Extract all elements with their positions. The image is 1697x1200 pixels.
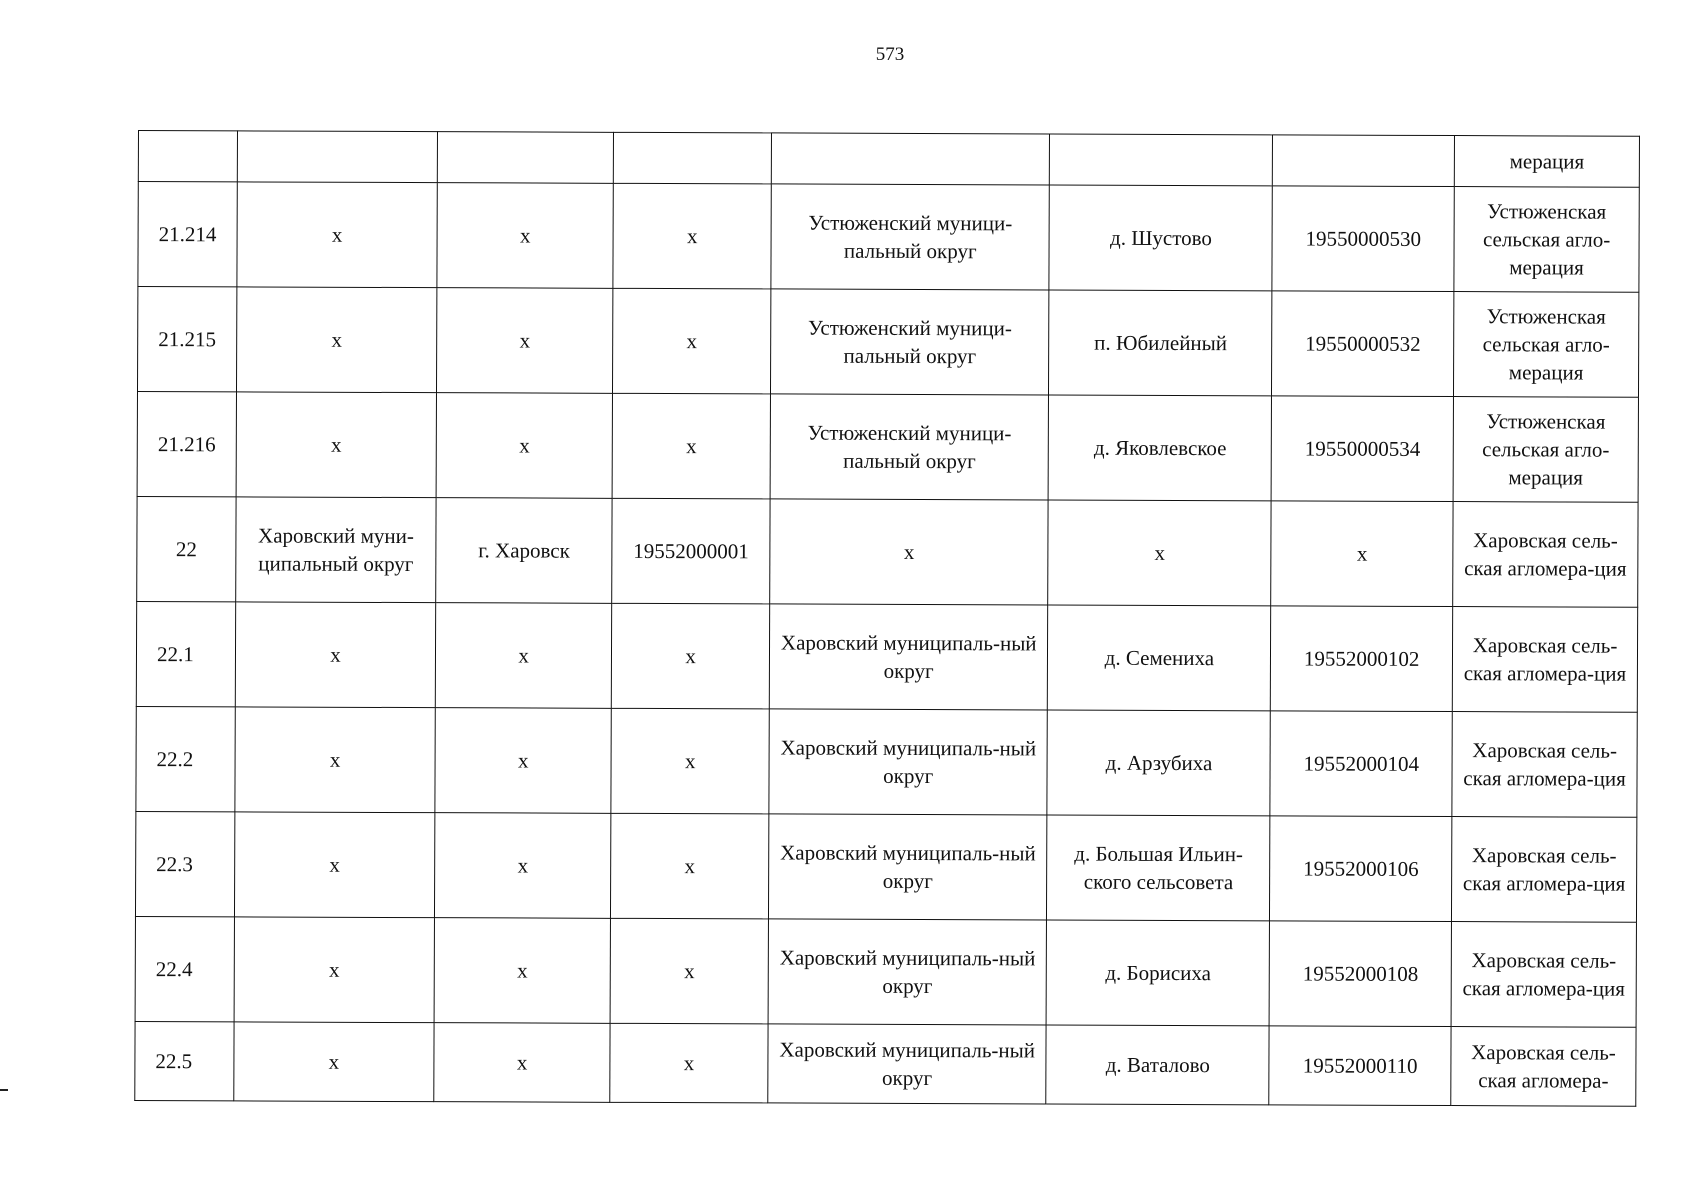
cell-oktmo: 19550000534 bbox=[1271, 396, 1453, 502]
table-cell bbox=[1050, 134, 1273, 186]
cell-oktmo-center: х bbox=[611, 708, 769, 814]
cell-oktmo-center: 19552000001 bbox=[612, 498, 770, 604]
margin-mark bbox=[0, 1089, 8, 1091]
row-number: 22.5 bbox=[135, 1021, 234, 1100]
cell-oktmo: 19552000108 bbox=[1269, 921, 1451, 1027]
cell-oktmo-center: х bbox=[613, 183, 771, 289]
cell-center: х bbox=[435, 813, 612, 919]
cell-agglomeration: Харовская сель-ская агломера-ция bbox=[1451, 922, 1636, 1028]
table-cell bbox=[237, 131, 437, 183]
cell-agglomeration: Харовская сель-ская агломера-ция bbox=[1453, 502, 1638, 608]
cell-agglomeration: Харовская сель-ская агломера-ция bbox=[1452, 607, 1637, 713]
table-cell bbox=[1273, 135, 1455, 187]
table-row bbox=[135, 1021, 1636, 1106]
cell-oktmo: х bbox=[1271, 501, 1453, 607]
cell-settlement: д. Арзубиха bbox=[1047, 710, 1270, 816]
cell-district: х bbox=[234, 812, 435, 918]
cell-settlement: х bbox=[1048, 500, 1271, 606]
cell-oktmo: 19550000532 bbox=[1272, 291, 1454, 397]
table-row bbox=[137, 392, 1638, 503]
cell-center: х bbox=[437, 183, 614, 289]
cell-district: х bbox=[235, 707, 436, 813]
cell-municipality: Устюженский муници-пальный округ bbox=[771, 184, 1050, 290]
cell-agglomeration: Устюженская сельская агло-мерация bbox=[1454, 292, 1639, 398]
cell-district: х bbox=[236, 392, 437, 498]
table-row-continuation bbox=[138, 131, 1639, 188]
settlements-table bbox=[134, 130, 1640, 1107]
cell-agglomeration: Харовская сель-ская агломера-ция bbox=[1452, 712, 1637, 818]
table-row bbox=[135, 811, 1636, 922]
cell-oktmo-center: х bbox=[612, 603, 770, 709]
cell-oktmo: 19552000106 bbox=[1270, 816, 1452, 922]
table-cell bbox=[771, 133, 1050, 185]
cell-municipality: Харовский муниципаль-ный округ bbox=[768, 814, 1047, 920]
table-row bbox=[137, 496, 1638, 607]
cell-municipality: Харовский муниципаль-ный округ bbox=[769, 709, 1048, 815]
table-cell bbox=[437, 132, 613, 184]
table-row bbox=[138, 182, 1639, 293]
cell-settlement: д. Семениха bbox=[1048, 605, 1271, 711]
cell-district: х bbox=[237, 182, 438, 288]
row-number: 22.4 bbox=[135, 916, 234, 1021]
cell-settlement: д. Шустово bbox=[1049, 185, 1272, 291]
cell-municipality: Харовский муниципаль-ный округ bbox=[768, 1024, 1047, 1104]
cell-oktmo: 19550000530 bbox=[1272, 186, 1454, 292]
cell-municipality: Харовский муниципаль-ный округ bbox=[768, 919, 1047, 1025]
cell-center: х bbox=[434, 918, 611, 1024]
cell-agglomeration: Харовская сель-ская агломера-ция bbox=[1452, 817, 1637, 923]
table-cell bbox=[614, 132, 772, 184]
cell-center: х bbox=[435, 603, 612, 709]
cell-municipality: Устюженский муници-пальный округ bbox=[770, 394, 1049, 500]
row-number: 22.1 bbox=[136, 601, 235, 706]
cell-center: х bbox=[434, 1023, 611, 1103]
row-number: 21.215 bbox=[137, 287, 236, 392]
cell-district: х bbox=[234, 917, 435, 1023]
cell-oktmo: 19552000104 bbox=[1270, 711, 1452, 817]
table-row bbox=[135, 916, 1636, 1027]
table-row bbox=[137, 287, 1638, 398]
cell-settlement: д. Яковлевское bbox=[1049, 395, 1272, 501]
row-number: 21.214 bbox=[138, 182, 237, 287]
cell-center: г. Харовск bbox=[436, 498, 613, 604]
cell-center: х bbox=[437, 288, 614, 394]
table-row bbox=[136, 706, 1637, 817]
row-number: 22.2 bbox=[136, 706, 235, 811]
cell-municipality: х bbox=[770, 499, 1049, 605]
cell-settlement: п. Юбилейный bbox=[1049, 290, 1272, 396]
cell-center: х bbox=[436, 393, 613, 499]
cell-district: х bbox=[236, 287, 437, 393]
cell-oktmo-center: х bbox=[612, 393, 770, 499]
table-row bbox=[136, 601, 1637, 712]
cell-oktmo-center: х bbox=[610, 1023, 768, 1103]
cell-oktmo-center: х bbox=[613, 288, 771, 394]
cell-district: Харовский муни-ципальный округ bbox=[236, 497, 437, 603]
cell-center: х bbox=[435, 708, 612, 814]
row-number: 22.3 bbox=[135, 811, 234, 916]
table-cell bbox=[138, 131, 237, 182]
cell-district: х bbox=[234, 1022, 434, 1102]
cell-district: х bbox=[235, 602, 436, 708]
cell-oktmo-center: х bbox=[611, 813, 769, 919]
cell-settlement: д. Ваталово bbox=[1046, 1025, 1269, 1105]
table-cell-agglomeration: мерация bbox=[1454, 136, 1639, 188]
cell-municipality: Харовский муниципаль-ный округ bbox=[769, 604, 1048, 710]
page-number: 573 bbox=[875, 44, 905, 65]
cell-oktmo: 19552000102 bbox=[1271, 606, 1453, 712]
cell-oktmo-center: х bbox=[610, 918, 768, 1024]
cell-agglomeration: Устюженская сельская агло-мерация bbox=[1453, 397, 1638, 503]
cell-oktmo: 19552000110 bbox=[1269, 1026, 1451, 1106]
cell-settlement: д. Большая Ильин-ского сельсовета bbox=[1047, 815, 1270, 921]
cell-agglomeration: Устюженская сельская агло-мерация bbox=[1454, 187, 1639, 293]
cell-municipality: Устюженский муници-пальный округ bbox=[770, 289, 1049, 395]
row-number: 22 bbox=[137, 496, 236, 601]
cell-agglomeration: Харовская сель-ская агломера- bbox=[1451, 1027, 1636, 1107]
row-number: 21.216 bbox=[137, 392, 236, 497]
cell-settlement: д. Борисиха bbox=[1047, 920, 1270, 1026]
